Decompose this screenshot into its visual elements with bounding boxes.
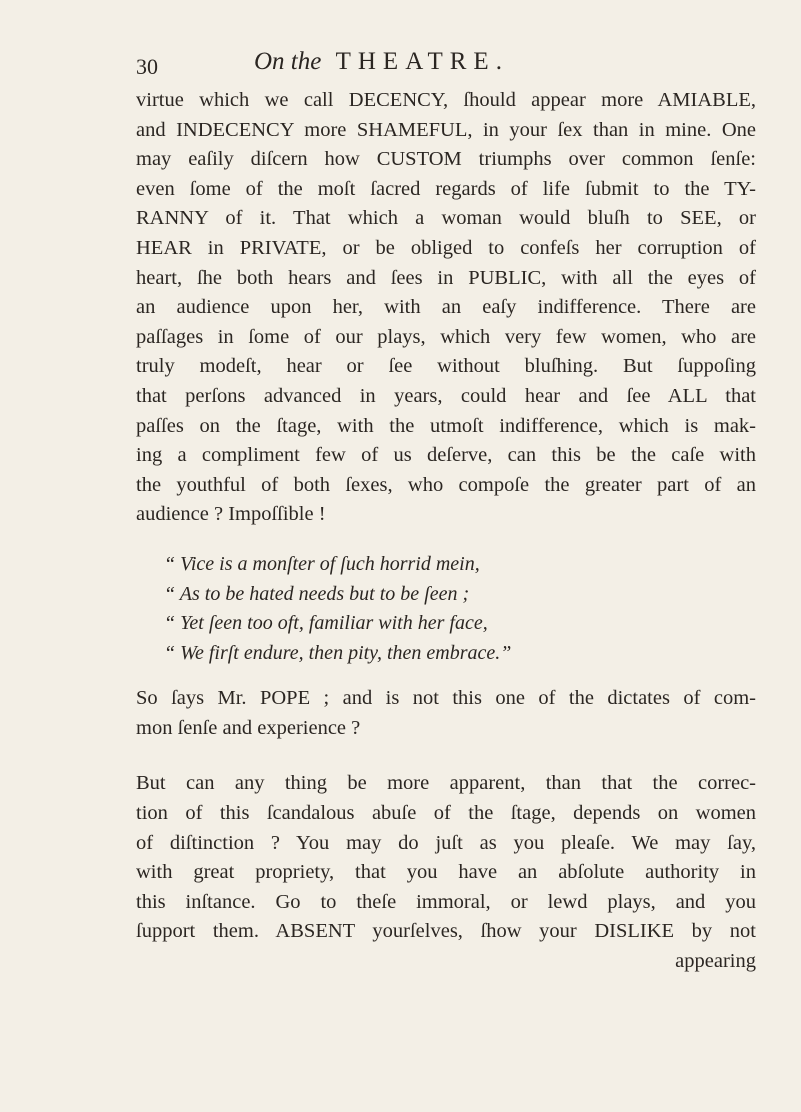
text-line: and INDECENCY more SHAMEFUL, in your ſex than in mine. One [136,118,756,141]
text-line: this inſtance. Go to theſe immoral, or lewd plays, and you [136,890,756,913]
verse-quotation [136,550,756,668]
text-line: heart, ſhe both hears and ſees in PUBLIC, with all the eyes of [136,266,756,289]
running-title-italic: On the [254,48,322,75]
text-line: the youthful of both ſexes, who compoſe the greater part of an [136,473,756,496]
text-line: of diſtinction ? You may do juſt as you pleaſe. We may ſay, [136,831,756,854]
page-header [136,48,756,88]
text-line: with great propriety, that you have an abſolute authority in [136,861,756,884]
text-line: RANNY of it. That which a woman would bluſh to SEE, or [136,207,756,230]
running-title [254,48,509,76]
paragraph-1 [136,86,756,530]
text-line: ſupport them. ABSENT yourſelves, ſhow your DISLIKE by not [136,920,756,943]
text-line: paſſes on the ſtage, with the utmoſt indifference, which is mak- [136,414,756,437]
paragraph-3 [136,769,756,947]
text-line: So ſays Mr. POPE ; and is not this one of the dictates of com- [136,687,756,710]
text-line: audience ? Impoſſible ! [136,503,326,526]
text-line: But can any thing be more apparent, than that the correc- [136,772,756,795]
text-line: truly modeſt, hear or ſee without bluſhing. But ſuppoſing [136,355,756,378]
verse-line: “ Vice is a monſter of ſuch horrid mein, [164,552,480,575]
paragraph-2 [136,684,756,743]
verse-line: “ Yet ſeen too oft, familiar with her face, [164,612,488,635]
page-number: 30 [136,54,158,79]
verse-line: “ As to be hated needs but to be ſeen ; [164,582,470,605]
verse-line: “ We firſt endure, then pity, then embrace.” [164,641,512,664]
text-line: mon ſenſe and experience ? [136,716,361,739]
text-line: virtue which we call DECENCY, ſhould appear more AMIABLE, [136,89,756,111]
text-line: even ſome of the moſt ſacred regards of life ſubmit to the TY- [136,177,756,200]
text-line: HEAR in PRIVATE, or be obliged to confeſs her corruption of [136,236,756,259]
catchword: appearing [675,950,756,973]
text-line: tion of this ſcandalous abuſe of the ſtage, depends on women [136,802,756,825]
text-line: ing a compliment few of us deſerve, can this be the caſe with [136,444,756,467]
text-line: an audience upon her, with an eaſy indifference. There are [136,296,756,319]
text-line: paſſages in ſome of our plays, which very few women, who are [136,325,756,348]
running-title-caps: THEATRE. [335,48,509,75]
text-line: may eaſily diſcern how CUSTOM triumphs over common ſenſe: [136,148,756,171]
text-line: that perſons advanced in years, could hear and ſee ALL that [136,384,756,407]
page-body [136,86,756,977]
